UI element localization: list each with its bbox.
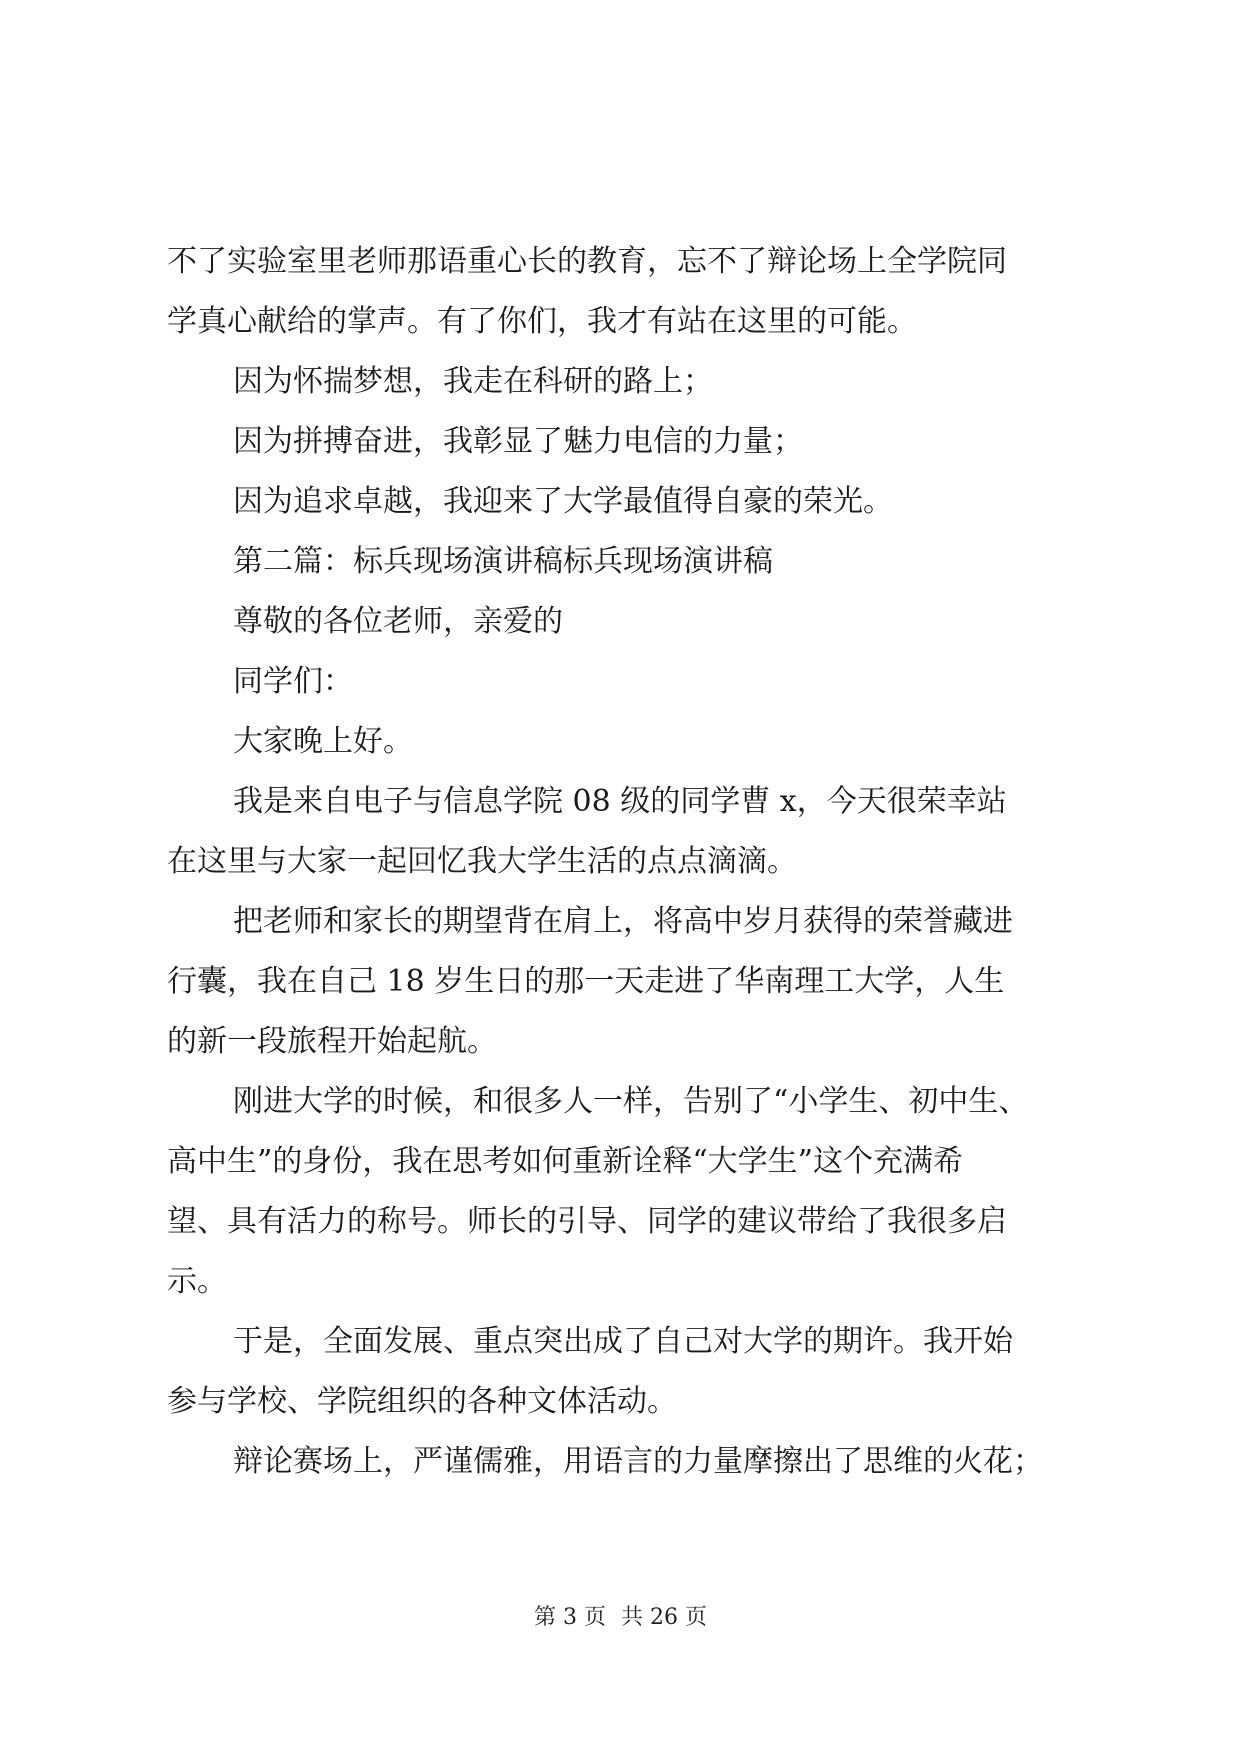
text-line: 刚进大学的时候，和很多人一样，告别了“小学生、初中生、 [233,1084,1029,1119]
text-line: 于是，全面发展、重点突出成了自己对大学的期许。我开始 [233,1324,1013,1359]
text-line: 行囊，我在自己 18 岁生日的那一天走进了华南理工大学，人生 [167,964,1005,999]
text-line: 参与学校、学院组织的各种文体活动。 [167,1384,677,1419]
text-line: 示。 [167,1264,227,1299]
text-line: 尊敬的各位老师，亲爱的 [233,604,563,639]
text-line: 大家晚上好。 [233,724,413,759]
section-heading: 第二篇：标兵现场演讲稿标兵现场演讲稿 [233,544,773,579]
text-line: 因为怀揣梦想，我走在科研的路上； [233,364,713,399]
document-body [167,232,1080,1492]
text-line: 望、具有活力的称号。师长的引导、同学的建议带给了我很多启 [167,1204,1007,1239]
text-line: 因为追求卓越，我迎来了大学最值得自豪的荣光。 [233,484,893,519]
text-line: 我是来自电子与信息学院 08 级的同学曹 x，今天很荣幸站 [233,784,1007,819]
text-line: 因为拼搏奋进，我彰显了魅力电信的力量； [233,424,803,459]
page-total: 共 26 页 [621,1605,707,1630]
text-line: 辩论赛场上，严谨儒雅，用语言的力量摩擦出了思维的火花； [233,1444,1043,1479]
text-line: 高中生”的身份，我在思考如何重新诠释“大学生”这个充满希 [167,1144,964,1179]
page-footer [0,1600,1241,1631]
text-line: 的新一段旅程开始起航。 [167,1024,497,1059]
text-line: 不了实验室里老师那语重心长的教育，忘不了辩论场上全学院同 [167,244,1007,279]
text-line: 在这里与大家一起回忆我大学生活的点点滴滴。 [167,844,797,879]
text-line: 把老师和家长的期望背在肩上，将高中岁月获得的荣誉藏进 [233,904,1013,939]
text-line: 学真心献给的掌声。有了你们，我才有站在这里的可能。 [167,304,917,339]
page-number: 第 3 页 [534,1605,606,1630]
text-line: 同学们： [233,664,353,699]
